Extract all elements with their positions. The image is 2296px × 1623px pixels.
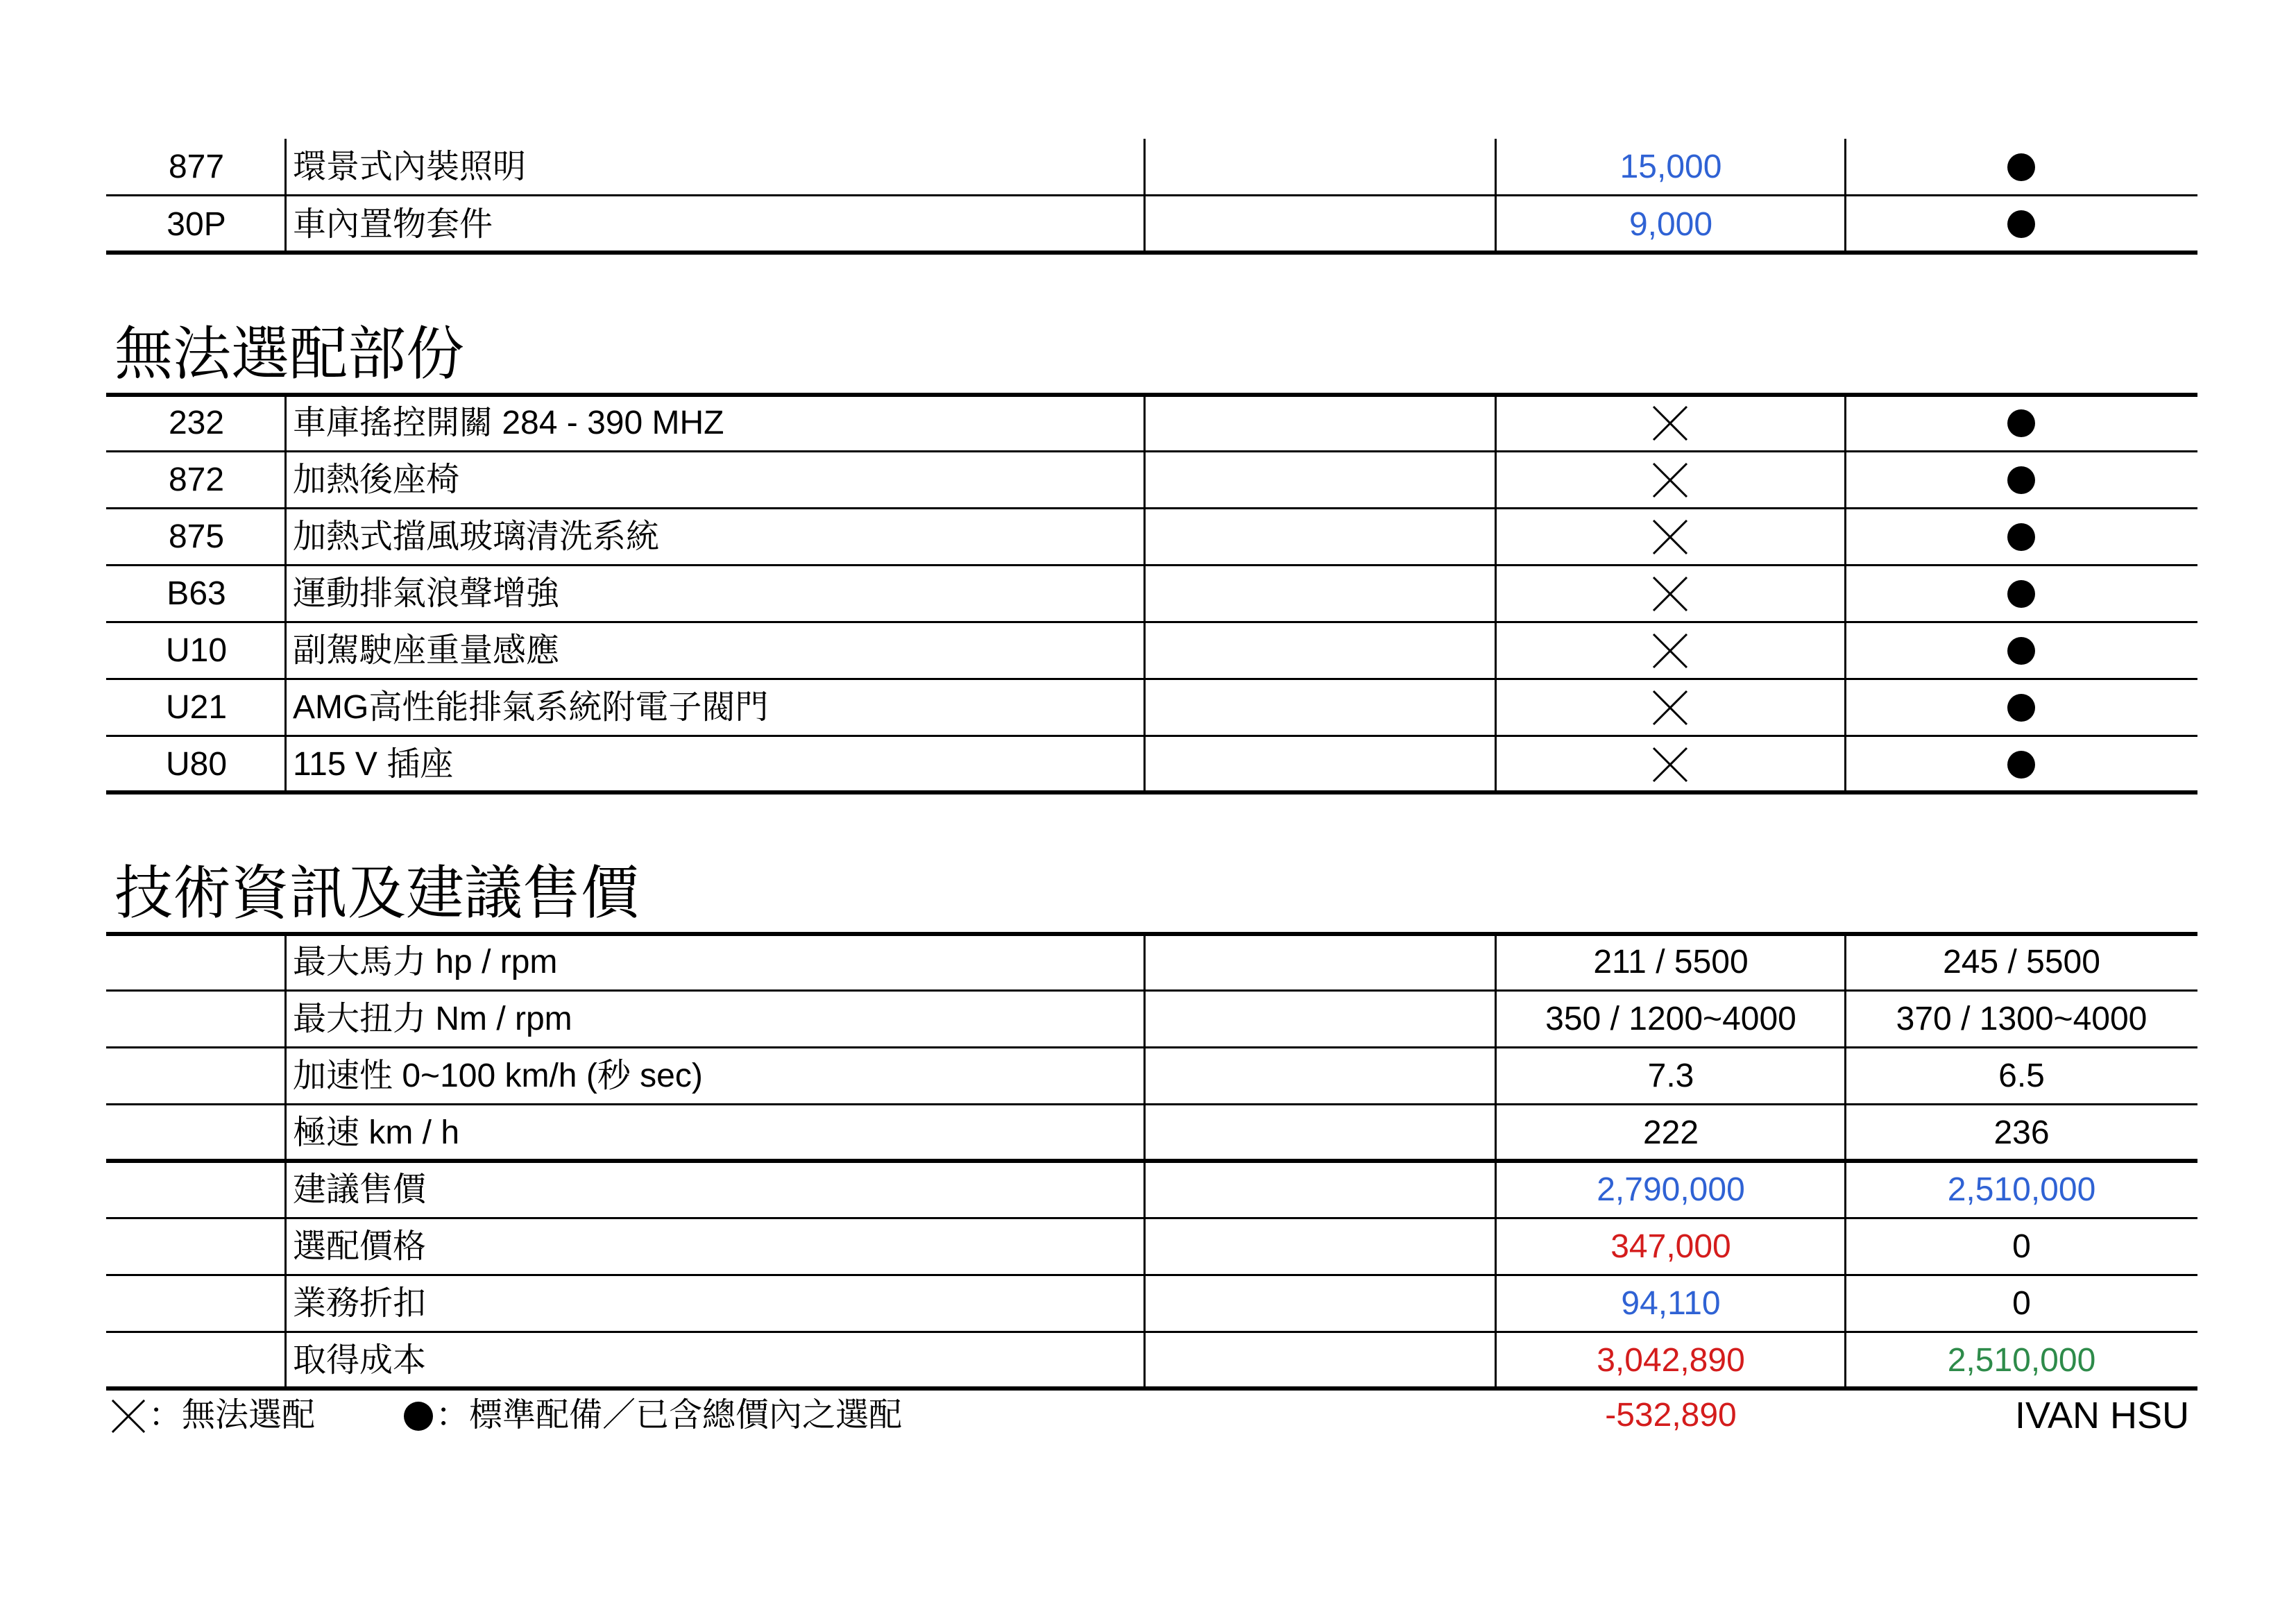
filled-circle-icon — [2007, 637, 2035, 665]
price-label: 建議售價 — [293, 1171, 427, 1208]
cross-icon — [1652, 690, 1688, 726]
cross-icon — [1652, 576, 1688, 612]
cross-icon — [1652, 747, 1688, 783]
option-price: 15,000 — [1619, 148, 1722, 185]
option-name: 運動排氣浪聲增強 — [293, 575, 560, 612]
cross-icon — [1652, 633, 1688, 669]
cross-icon — [1652, 519, 1688, 555]
cross-icon — [1652, 405, 1688, 441]
option-code: U21 — [165, 689, 228, 726]
option-name: 車內置物套件 — [293, 206, 493, 243]
price-label: 選配價格 — [293, 1228, 427, 1265]
option-code: 875 — [168, 518, 225, 555]
price-label: 業務折扣 — [293, 1285, 427, 1322]
column-divider — [1143, 935, 1146, 1388]
spec-value-b: 6.5 — [1998, 1057, 2045, 1094]
option-code: U80 — [165, 746, 228, 783]
column-divider — [284, 935, 287, 1388]
option-name: 加熱式擋風玻璃清洗系統 — [293, 518, 660, 555]
spec-value-a: 211 / 5500 — [1593, 944, 1749, 980]
filled-circle-icon — [2007, 466, 2035, 494]
cross-icon — [111, 1399, 146, 1434]
option-code: 30P — [167, 206, 226, 243]
filled-circle-icon — [2007, 751, 2035, 779]
filled-circle-icon — [2007, 409, 2035, 437]
unavailable-section-title: 無法選配部份 — [114, 321, 465, 386]
option-code: 877 — [168, 148, 225, 185]
spec-value-a: 7.3 — [1647, 1057, 1694, 1094]
column-divider — [1495, 396, 1497, 792]
filled-circle-icon — [2007, 580, 2035, 608]
option-name: 加熱後座椅 — [293, 461, 460, 498]
price-value-a: 347,000 — [1610, 1228, 1731, 1265]
option-name: AMG高性能排氣系統附電子閥門 — [293, 689, 769, 726]
legend-unavailable: ：無法選配 — [148, 1397, 316, 1434]
price-value-a: 3,042,890 — [1597, 1342, 1745, 1379]
option-name: 副駕駛座重量感應 — [293, 632, 560, 669]
option-name: 車庫搖控開關 284 - 390 MHZ — [293, 405, 724, 441]
author-signature: IVAN HSU — [2014, 1395, 2189, 1436]
option-name: 環景式內裝照明 — [293, 148, 527, 185]
spec-label: 最大馬力 hp / rpm — [293, 944, 558, 980]
option-code: U10 — [165, 632, 228, 669]
spec-value-b: 245 / 5500 — [1943, 944, 2100, 980]
filled-circle-icon — [2007, 153, 2035, 181]
option-price: 9,000 — [1629, 206, 1713, 243]
legend-standard: ：標準配備／已含總價內之選配 — [436, 1397, 903, 1434]
column-divider — [1143, 139, 1146, 253]
column-divider — [1844, 396, 1846, 792]
filled-circle-icon — [2007, 523, 2035, 551]
filled-circle-icon — [404, 1402, 433, 1431]
spec-value-a: 222 — [1642, 1114, 1699, 1151]
option-code: B63 — [167, 575, 226, 612]
option-code: 872 — [168, 461, 225, 498]
price-label: 取得成本 — [293, 1342, 427, 1379]
price-value-b: 0 — [2012, 1285, 2031, 1322]
option-name: 115 V 插座 — [293, 746, 454, 783]
tech-section-title: 技術資訊及建議售價 — [114, 860, 640, 926]
spec-value-a: 350 / 1200~4000 — [1545, 1001, 1796, 1037]
cross-icon — [1652, 462, 1688, 498]
spec-label: 最大扭力 Nm / rpm — [293, 1001, 572, 1037]
price-value-b: 0 — [2012, 1228, 2031, 1265]
price-value-b: 2,510,000 — [1947, 1342, 2096, 1379]
price-value-a: 94,110 — [1621, 1285, 1721, 1322]
filled-circle-icon — [2007, 210, 2035, 238]
column-divider — [1143, 396, 1146, 792]
spec-value-b: 370 / 1300~4000 — [1896, 1001, 2148, 1037]
spec-value-b: 236 — [1993, 1114, 2050, 1151]
filled-circle-icon — [2007, 694, 2035, 722]
option-code: 232 — [168, 405, 225, 441]
price-difference: -532,890 — [1605, 1397, 1737, 1434]
spec-label: 加速性 0~100 km/h (秒 sec) — [293, 1057, 703, 1094]
spec-label: 極速 km / h — [293, 1114, 460, 1151]
price-value-b: 2,510,000 — [1947, 1171, 2096, 1208]
price-value-a: 2,790,000 — [1597, 1171, 1745, 1208]
